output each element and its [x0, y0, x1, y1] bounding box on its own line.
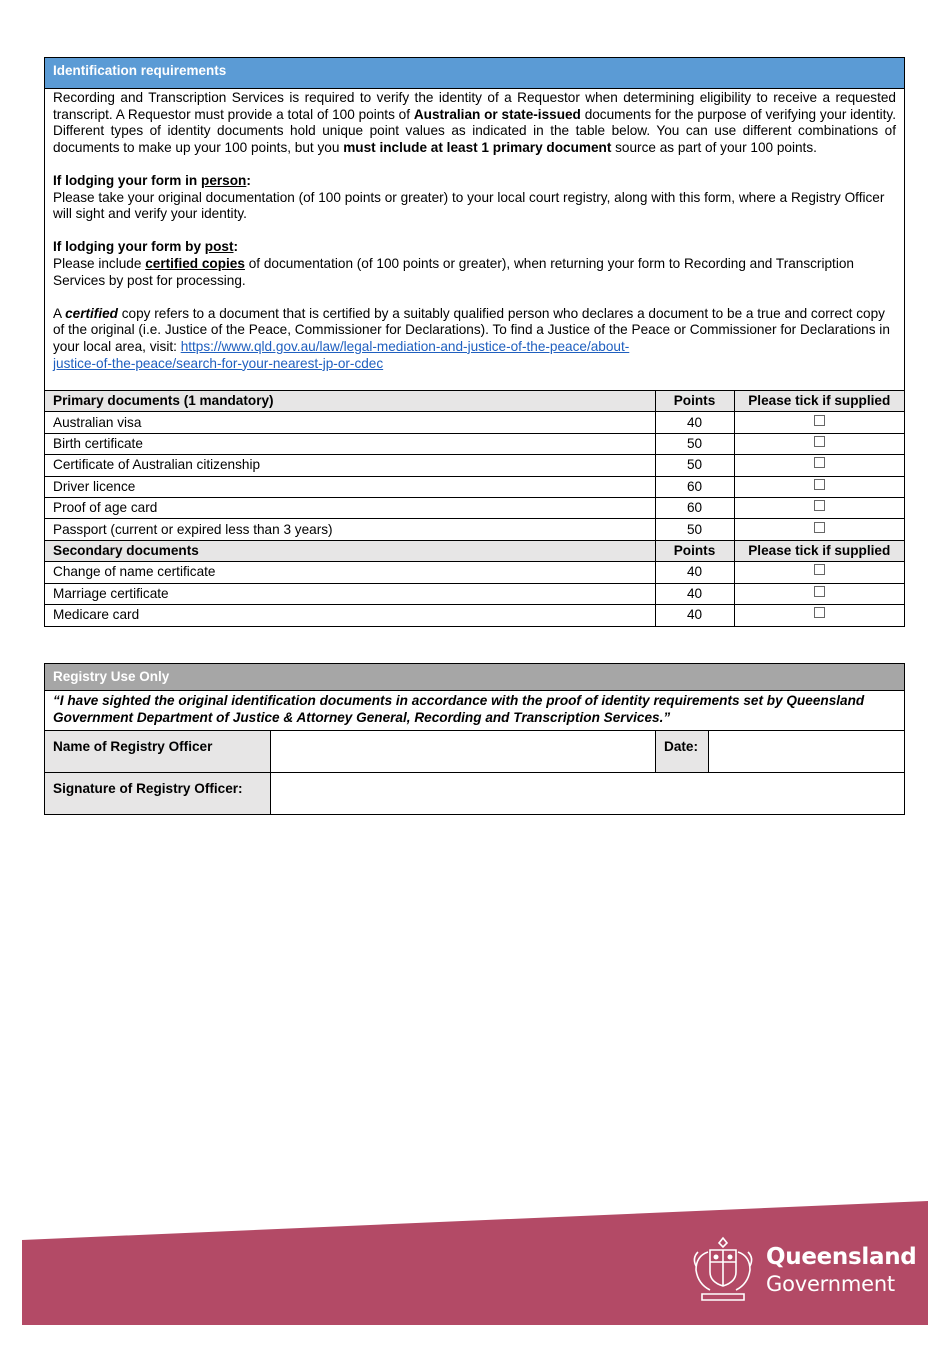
document-points: 50 [655, 519, 734, 540]
supplied-checkbox-cell[interactable] [734, 562, 904, 583]
supplied-checkbox-cell[interactable] [734, 583, 904, 604]
registry-use-only-section [44, 663, 905, 815]
checkbox-icon[interactable] [814, 479, 825, 490]
section-heading: Secondary documents [45, 540, 655, 561]
queensland-government-logo [688, 1232, 917, 1304]
document-name: Proof of age card [45, 498, 655, 519]
document-points: 50 [655, 433, 734, 454]
document-row [45, 605, 904, 626]
document-row [45, 433, 904, 454]
document-row [45, 562, 904, 583]
checkbox-icon[interactable] [814, 457, 825, 468]
identification-header: Identification requirements [45, 58, 904, 89]
document-points: 40 [655, 605, 734, 626]
logo-word-queensland: Queensland [766, 1244, 917, 1270]
checkbox-icon[interactable] [814, 415, 825, 426]
document-name: Birth certificate [45, 433, 655, 454]
signature-field[interactable] [271, 773, 904, 814]
checkbox-icon[interactable] [814, 564, 825, 575]
checkbox-icon[interactable] [814, 607, 825, 618]
supplied-checkbox-cell[interactable] [734, 455, 904, 476]
document-points: 40 [655, 562, 734, 583]
registry-officer-row [45, 731, 904, 772]
document-name: Medicare card [45, 605, 655, 626]
document-points: 50 [655, 455, 734, 476]
lodging-in-person: If lodging your form in person: Please take your original documentation (of 100 points or greater) to your local court registry, along with this form, where a Registry Officer will sight and verify your identity. [53, 172, 885, 222]
jp-search-link[interactable]: https://www.qld.gov.au/law/legal-mediation-and-justice-of-the-peace/about- justice-of-the-peace/search-for-your-nearest-jp-or-cdec [53, 338, 630, 371]
officer-name-field[interactable] [271, 731, 655, 772]
document-name: Driver licence [45, 476, 655, 497]
checkbox-icon[interactable] [814, 522, 825, 533]
document-name: Passport (current or expired less than 3 years) [45, 519, 655, 540]
intro-paragraph: Recording and Transcription Services is required to verify the identity of a Requestor when determining eligibility to receive a requested transcript. A Requestor must provide a total of 100 points of Australian or state-issued documents for the purpose of verifying your identity. Different types of identity documents hold unique point values as indicated in the table below. You can use different combinations of documents to make up your 100 points, but you must include at least 1 primary document source as part of your 100 points. [53, 90, 896, 155]
document-points: 60 [655, 498, 734, 519]
officer-name-label: Name of Registry Officer [45, 731, 271, 772]
supplied-checkbox-cell[interactable] [734, 412, 904, 433]
section-heading: Primary documents (1 mandatory) [45, 391, 655, 412]
document-points: 40 [655, 412, 734, 433]
registry-signature-row [45, 772, 904, 814]
identification-requirements-section [44, 57, 905, 627]
secondary-header-row [45, 540, 904, 561]
signature-label: Signature of Registry Officer: [45, 773, 271, 814]
documents-table [45, 390, 904, 626]
date-label: Date: [655, 731, 709, 772]
document-row [45, 519, 904, 540]
document-row [45, 412, 904, 433]
document-row [45, 498, 904, 519]
document-name: Australian visa [45, 412, 655, 433]
points-heading: Points [655, 540, 734, 561]
checkbox-icon[interactable] [814, 586, 825, 597]
registry-header: Registry Use Only [45, 664, 904, 691]
identification-body [45, 89, 904, 390]
document-row [45, 455, 904, 476]
lodging-by-post-heading: If lodging your form by post: [53, 239, 239, 255]
supplied-checkbox-cell[interactable] [734, 476, 904, 497]
supplied-checkbox-cell[interactable] [734, 433, 904, 454]
lodging-in-person-heading: If lodging your form in person: [53, 172, 251, 188]
tick-heading: Please tick if supplied [734, 391, 904, 412]
checkbox-icon[interactable] [814, 500, 825, 511]
supplied-checkbox-cell[interactable] [734, 605, 904, 626]
document-name: Marriage certificate [45, 583, 655, 604]
supplied-checkbox-cell[interactable] [734, 498, 904, 519]
document-name: Certificate of Australian citizenship [45, 455, 655, 476]
points-heading: Points [655, 391, 734, 412]
document-points: 60 [655, 476, 734, 497]
lodging-by-post: If lodging your form by post: Please include certified copies of documentation (of 100 points or greater), when returning your form to Recording and Transcription Services by post for processing. [53, 239, 854, 288]
document-name: Change of name certificate [45, 562, 655, 583]
certified-copy-paragraph: A certified copy refers to a document that is certified by a suitably qualified person who declares a document to be a true and correct copy of the original (i.e. Justice of the Peace, Commissioner for Declarations). To find a Justice of the Peace or Commissioner for Declarations in your local area, visit: https://www.qld.gov.au/law/legal-mediation-and-justice-of-the-peace/about- justice-of-the-peace/search-for-your-nearest-jp-or-cdec [53, 305, 890, 371]
coat-of-arms-icon [688, 1232, 758, 1304]
primary-header-row [45, 391, 904, 412]
date-field[interactable] [709, 731, 904, 772]
logo-word-government: Government [766, 1272, 895, 1296]
document-row [45, 476, 904, 497]
document-row [45, 583, 904, 604]
tick-heading: Please tick if supplied [734, 540, 904, 561]
supplied-checkbox-cell[interactable] [734, 519, 904, 540]
document-points: 40 [655, 583, 734, 604]
registry-declaration: “I have sighted the original identification documents in accordance with the proof of identity requirements set by Queensland Government Department of Justice & Attorney General, Recording and Transcription Services.” [45, 691, 904, 731]
checkbox-icon[interactable] [814, 436, 825, 447]
